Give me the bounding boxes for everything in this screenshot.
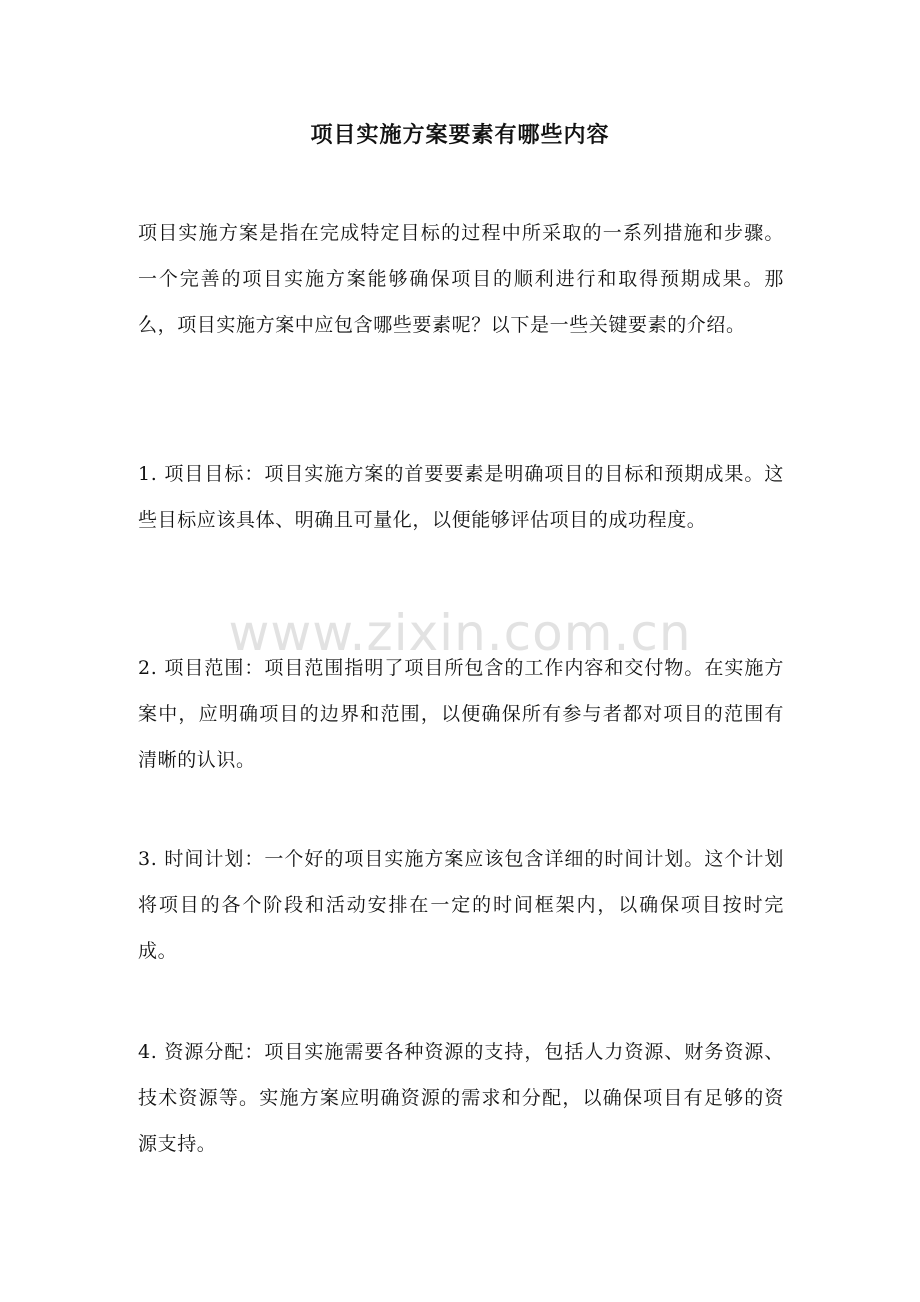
document-title: 项目实施方案要素有哪些内容 xyxy=(310,122,610,148)
section-project-goals: 1. 项目目标：项目实施方案的首要要素是明确项目的目标和预期成果。这些目标应该具体、明确且可量化，以便能够评估项目的成功程度。 xyxy=(138,463,784,531)
section-resource-allocation: 4. 资源分配：项目实施需要各种资源的支持，包括人力资源、财务资源、技术资源等。实施方案应明确资源的需求和分配，以确保项目有足够的资源支持。 xyxy=(138,1041,784,1155)
section-time-plan: 3. 时间计划：一个好的项目实施方案应该包含详细的时间计划。这个计划将项目的各个阶段和活动安排在一定的时间框架内，以确保项目按时完成。 xyxy=(138,848,784,962)
watermark: www.zixin.com.cn xyxy=(228,604,692,662)
section-project-scope: 2. 项目范围：项目范围指明了项目所包含的工作内容和交付物。在实施方案中，应明确项目的边界和范围，以便确保所有参与者都对项目的范围有清晰的认识。 xyxy=(138,657,784,771)
intro-paragraph: 项目实施方案是指在完成特定目标的过程中所采取的一系列措施和步骤。一个完善的项目实施方案能够确保项目的顺利进行和取得预期成果。那么，项目实施方案中应包含哪些要素呢？以下是一些关键要素的介绍。 xyxy=(138,222,784,336)
